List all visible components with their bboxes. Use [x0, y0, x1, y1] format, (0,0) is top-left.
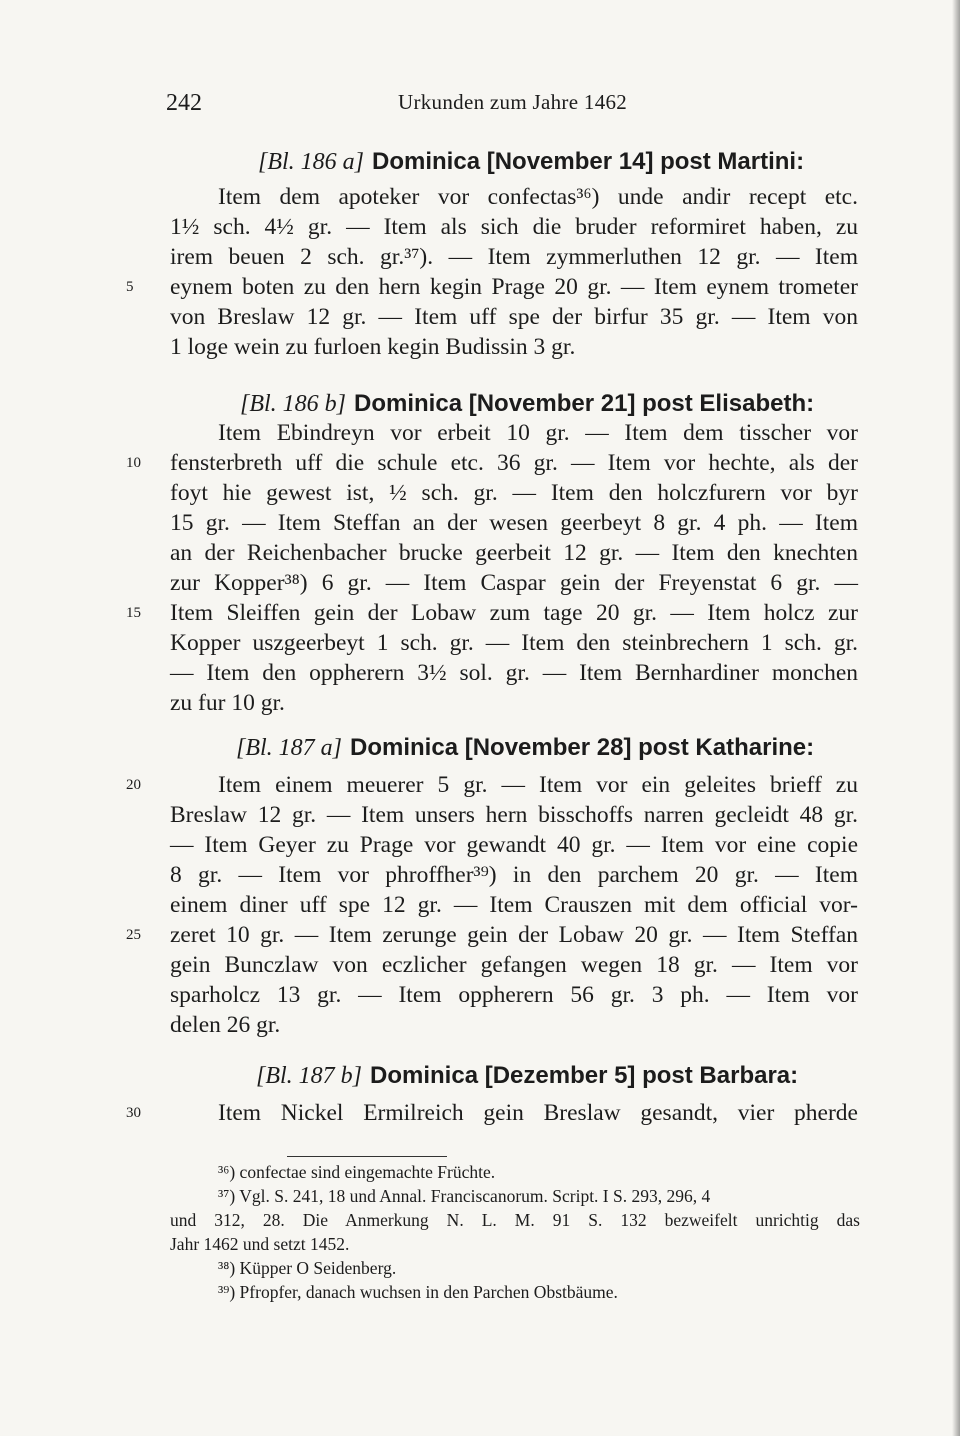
text-line: 8 gr. — Item vor phroffher³⁹) in den parchem 20 gr. — Item [170, 862, 858, 888]
text-line: zu fur 10 gr. [170, 690, 285, 716]
folio-reference: [Bl. 186 a] [258, 149, 365, 175]
footnote-line: Jahr 1462 und setzt 1452. [170, 1234, 350, 1254]
text-line: eynem boten zu den hern kegin Prage 20 gr. — Item eynem trometer [170, 274, 858, 300]
text-line: Item Sleiffen gein der Lobaw zum tage 20 gr. — Item holcz zur [170, 600, 858, 626]
text-line: 1 loge wein zu furloen kegin Budissin 3 gr. [170, 334, 576, 360]
heading-text: Dominica [November 28] post Katharine: [350, 734, 815, 761]
footnote-line: ³⁸) Küpper O Seidenberg. [218, 1258, 397, 1278]
text-line: zeret 10 gr. — Item zerunge gein der Lobaw 20 gr. — Item Steffan [170, 922, 858, 948]
text-line: Item dem apoteker vor confectas³⁶) unde andir recept etc. [218, 184, 858, 210]
text-line: zur Kopper³⁸) 6 gr. — Item Caspar gein der Freyenstat 6 gr. — [170, 570, 858, 596]
text-line: foyt hie gewest ist, ½ sch. gr. — Item den holczfurern vor byr [170, 480, 858, 506]
heading-text: Dominica [November 21] post Elisabeth: [354, 390, 815, 417]
footnote-line: ³⁹) Pfropfer, danach wuchsen in den Parchen Obstbäume. [218, 1282, 618, 1302]
folio-reference: [Bl. 186 b] [240, 391, 347, 417]
text-line: sparholcz 13 gr. — Item oppherern 56 gr. 3 ph. — Item vor [170, 982, 858, 1008]
text-line: delen 26 gr. [170, 1012, 281, 1038]
text-line: an der Reichenbacher brucke geerbeit 12 gr. — Item den knechten [170, 540, 858, 566]
folio-reference: [Bl. 187 a] [236, 735, 343, 761]
folio-reference: [Bl. 187 b] [256, 1063, 363, 1089]
line-number: 20 [126, 777, 141, 793]
line-number: 10 [126, 455, 141, 471]
text-line: fensterbreth uff die schule etc. 36 gr. — Item vor hechte, als der [170, 450, 858, 476]
section-heading [236, 734, 814, 768]
text-line: 1½ sch. 4½ gr. — Item als sich die bruder reformiret haben, zu [170, 214, 858, 240]
footnote-line: und 312, 28. Die Anmerkung N. L. M. 91 S. 132 bezweifelt unrichtig das [170, 1210, 860, 1230]
text-line: einem diner uff spe 12 gr. — Item Crauszen mit dem official vor- [170, 892, 858, 918]
page-header [0, 86, 960, 122]
text-line: Item Ebindreyn vor erbeit 10 gr. — Item dem tisscher vor [218, 420, 858, 446]
section-heading [258, 148, 804, 182]
text-line: 15 gr. — Item Steffan an der wesen geerbeyt 8 gr. 4 ph. — Item [170, 510, 858, 536]
page-edge-shadow [952, 0, 960, 1436]
heading-text: Dominica [November 14] post Martini: [372, 148, 805, 175]
footnote-line: ³⁶) confectae sind eingemachte Früchte. [218, 1162, 496, 1182]
footnote-separator [287, 1156, 447, 1157]
heading-text: Dominica [Dezember 5] post Barbara: [370, 1062, 799, 1089]
text-line: — Item Geyer zu Prage vor gewandt 40 gr. — Item vor eine copie [170, 832, 858, 858]
line-number: 15 [126, 605, 141, 621]
line-number: 25 [126, 927, 141, 943]
text-line: Item Nickel Ermilreich gein Breslaw gesandt, vier pherde [218, 1100, 858, 1126]
text-line: irem beuen 2 sch. gr.³⁷). — Item zymmerluthen 12 gr. — Item [170, 244, 858, 270]
text-line: Kopper uszgeerbeyt 1 sch. gr. — Item den steinbrechern 1 sch. gr. [170, 630, 858, 656]
page-number: 242 [166, 90, 202, 116]
text-line: — Item den oppherern 3½ sol. gr. — Item Bernhardiner monchen [170, 660, 858, 686]
text-line: von Breslaw 12 gr. — Item uff spe der birfur 35 gr. — Item von [170, 304, 858, 330]
footnote-line: ³⁷) Vgl. S. 241, 18 und Annal. Franciscanorum. Script. I S. 293, 296, 4 [218, 1186, 711, 1206]
section-heading [256, 1062, 798, 1096]
text-line: gein Bunczlaw von eczlicher gefangen wegen 18 gr. — Item vor [170, 952, 858, 978]
text-line: Breslaw 12 gr. — Item unsers hern bisschoffs narren gecleidt 48 gr. [170, 802, 858, 828]
line-number: 5 [126, 279, 134, 295]
text-line: Item einem meuerer 5 gr. — Item vor ein geleites brieff zu [218, 772, 858, 798]
running-title: Urkunden zum Jahre 1462 [398, 90, 628, 114]
line-number: 30 [126, 1105, 141, 1121]
